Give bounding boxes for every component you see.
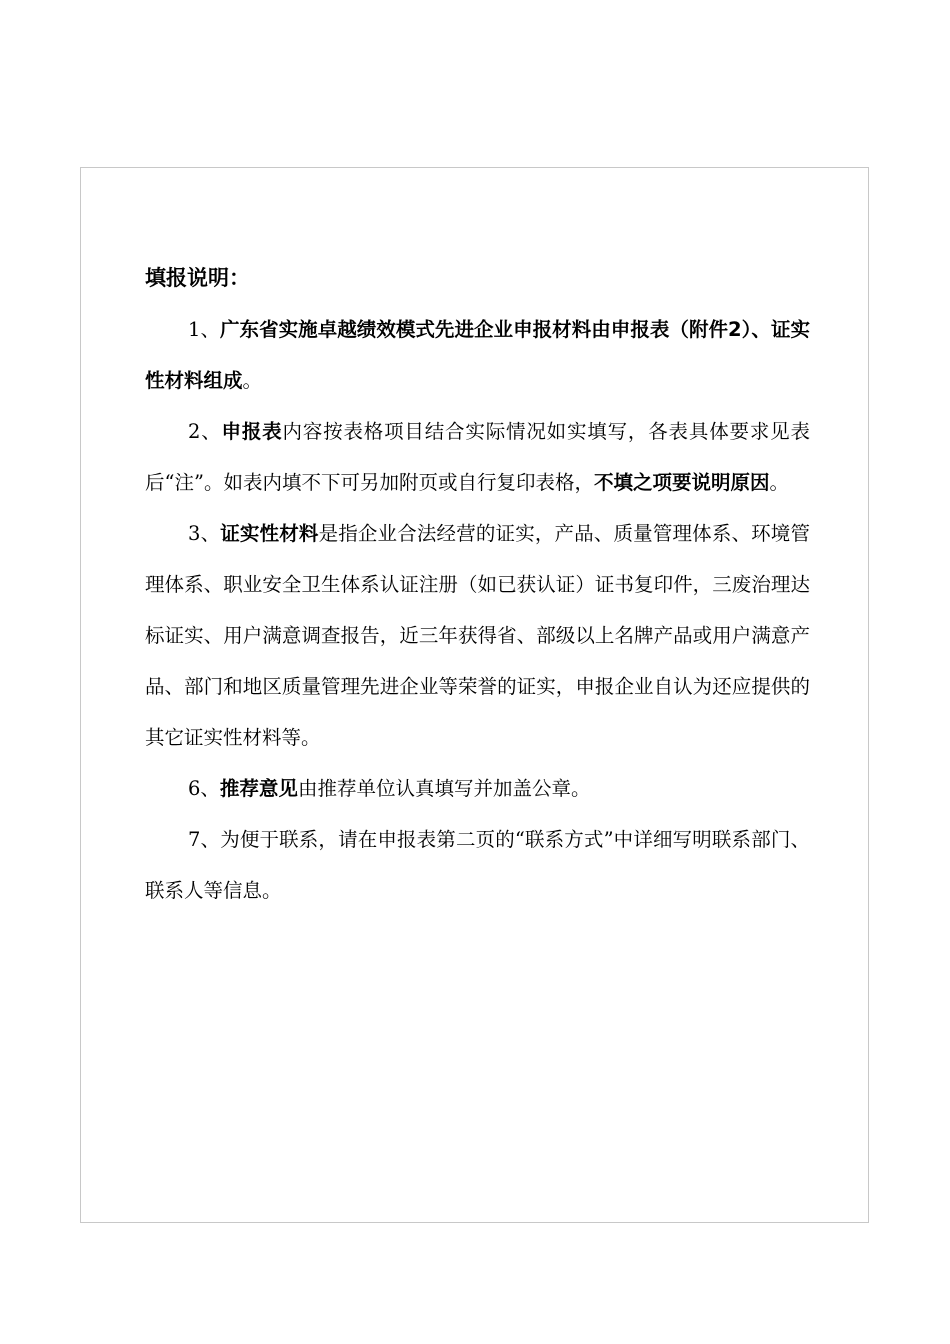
item-text: 。 <box>242 369 263 392</box>
item-bold-text-2: 不填之项要说明原因 <box>593 471 770 494</box>
item-number: 2、 <box>188 420 222 443</box>
item-number: 3、 <box>188 522 221 545</box>
item-number: 1、 <box>188 318 220 341</box>
instructions-body <box>145 252 810 916</box>
item-text: 为便于联系，请在申报表第二页的“联系方式”中详细写明联系部门、联系人等信息。 <box>145 828 810 902</box>
item-bold-text: 广东省实施卓越绩效模式先进企业申报材料由申报表（附件2）、证实性材料组成 <box>145 318 810 392</box>
instruction-item-7 <box>145 814 810 916</box>
item-text: 内容按表格项目结合实际情况如实填写，各表具体要求见表后“注”。如表内填不下可另加附页或自行复印表格， <box>145 420 810 494</box>
item-bold-text: 推荐意见 <box>219 777 298 800</box>
item-number: 7、 <box>188 828 221 851</box>
instruction-item-3 <box>145 508 810 763</box>
instruction-item-1 <box>145 304 810 406</box>
item-text-2: 。 <box>769 471 789 494</box>
item-text: 是指企业合法经营的证实，产品、质量管理体系、环境管理体系、职业安全卫生体系认证注册（如已获认证）证书复印件，三废治理达标证实、用户满意调查报告，近三年获得省、部级以上名牌产品或用户满意产品、部门和地区质量管理先进企业等荣誉的证实，申报企业自认为还应提供的其它证实性材料等。 <box>145 522 810 749</box>
instruction-item-2 <box>145 406 810 508</box>
item-bold-text: 申报表 <box>221 420 283 443</box>
item-bold-text: 证实性材料 <box>220 522 319 545</box>
instruction-item-6 <box>145 763 810 814</box>
item-text: 由推荐单位认真填写并加盖公章。 <box>297 777 591 800</box>
item-number: 6、 <box>188 777 220 800</box>
instructions-heading: 填报说明： <box>145 266 250 290</box>
